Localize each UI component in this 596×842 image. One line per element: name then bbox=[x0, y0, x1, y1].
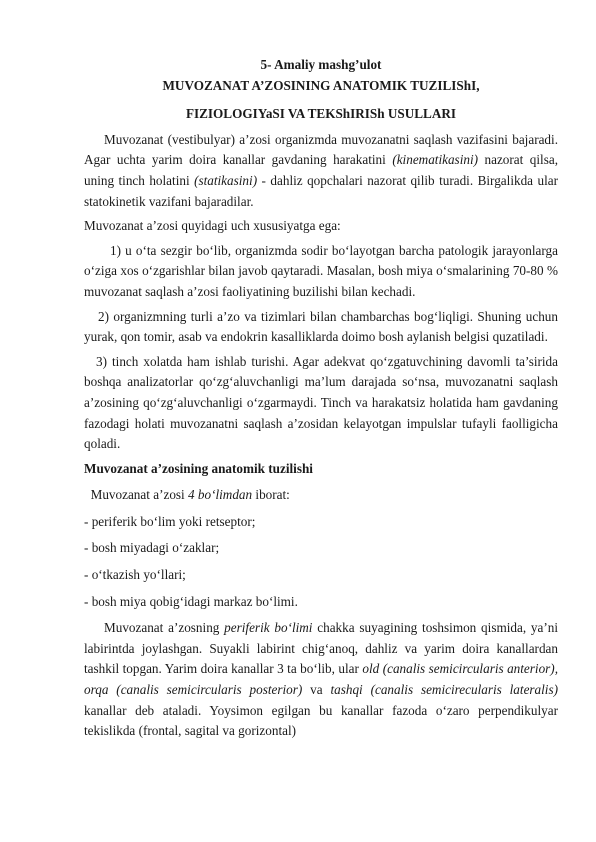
part-item-1: - periferik bo‘lim yoki retseptor; bbox=[84, 513, 256, 529]
canals-old-orqa: old (canalis semicircularis anterior), orqa (canalis semicircularis posterior) bbox=[84, 661, 558, 698]
periferik-text-d: kanallar deb ataladi. Yoysimon egilgan bu kanallar fazoda o‘zaro perpendikulyar tekislikda (frontal, sagital va gorizontal) bbox=[84, 702, 558, 739]
lesson-title: MUVOZANAT A’ZOSINING ANATOMIK TUZILIShI, bbox=[162, 77, 480, 93]
parts-intro bbox=[84, 485, 558, 506]
document-page bbox=[84, 55, 558, 746]
intro-text-b: nazorat qilsa, uning tinch holatini bbox=[84, 152, 558, 188]
periferik-text-c: va bbox=[302, 682, 331, 698]
intro-text-c: - dahliz qopchalari nazorat qilib turadi. Birgalikda ular statokinetik vazifani bajaradilar. bbox=[84, 172, 558, 209]
parts-intro-b: iborat: bbox=[252, 487, 290, 503]
lesson-number-title: 5- Amaliy mashg’ulot bbox=[260, 57, 382, 72]
periferik-term: periferik bo‘limi bbox=[224, 620, 313, 636]
intro-statics: (statikasini) bbox=[194, 172, 258, 188]
periferik-text-a: Muvozanat a’zosning bbox=[104, 620, 225, 636]
feature-item-2: 2) organizmning turli a’zo va tizimlari bilan chambarchas bog‘liqligi. Shuning uchun yurak, qon tomir, asab va endokrin kasalliklarda doimo bosh aylanish belgisi quzatiladi. bbox=[84, 308, 558, 345]
intro-paragraph bbox=[84, 130, 558, 212]
periferik-paragraph bbox=[84, 618, 558, 742]
features-intro: Muvozanat a’zosi quyidagi uch xususiyatga ega: bbox=[84, 218, 341, 234]
parts-intro-a: Muvozanat a’zosi bbox=[90, 487, 188, 503]
part-item-2: - bosh miyadagi o‘zaklar; bbox=[84, 540, 220, 556]
parts-intro-count: 4 bo‘limdan bbox=[188, 487, 253, 503]
feature-item-1: 1) u o‘ta sezgir bo‘lib, organizmda sodir bo‘layotgan barcha patologik jarayonlarga o‘ziga xos o‘zgarishlar bilan javob qaytaradi. Masalan, bosh miya o‘smalarining 70-80 % muvozanat saqlash a’zosi faoliyatining buzilishi bilan kechadi. bbox=[84, 242, 558, 299]
canal-tashqi: tashqi (canalis semicirecularis lateralis) bbox=[330, 682, 558, 698]
part-item-4: - bosh miya qobig‘idagi markaz bo‘limi. bbox=[84, 593, 298, 609]
part-item-3: - o‘tkazish yo‘llari; bbox=[84, 567, 186, 583]
feature-item-3: 3) tinch xolatda ham ishlab turishi. Agar adekvat qo‘zgatuvchining davomli ta’sirida boshqa analizatorlar qo‘zg‘aluvchanligi ma’lum darajada so‘nsa, muvozanatni saqlash a’zosining qo‘zg‘aluvchanligi o‘zgarmaydi. Tinch va harakatsiz holatida ham gavdaning fazodagi holati muvozanatni saqlash a’zosidan kelayotgan impulslar tufayli faolligicha qoladi. bbox=[84, 353, 558, 452]
intro-text-a: Muvozanat (vestibulyar) a’zosi organizmda muvozanatni saqlash vazifasini bajaradi. Agar uchta yarim doira kanallar gavdaning harakatini bbox=[84, 131, 558, 168]
periferik-text-b: chakka suyagining toshsimon qismida, ya’ni labirintda joylashgan. Suyakli labirint chig‘anoq, dahliz va yarim doira kanallardan tashkil topgan. Yarim doira kanallar 3 ta bo‘lib, ular bbox=[84, 620, 558, 677]
lesson-subtitle: FIZIOLOGIYaSI VA TEKShIRISh USULLARI bbox=[185, 106, 457, 122]
intro-kinematics: (kinematikasini) bbox=[392, 152, 479, 168]
section-heading: Muvozanat a’zosining anatomik tuzilishi bbox=[84, 460, 313, 476]
